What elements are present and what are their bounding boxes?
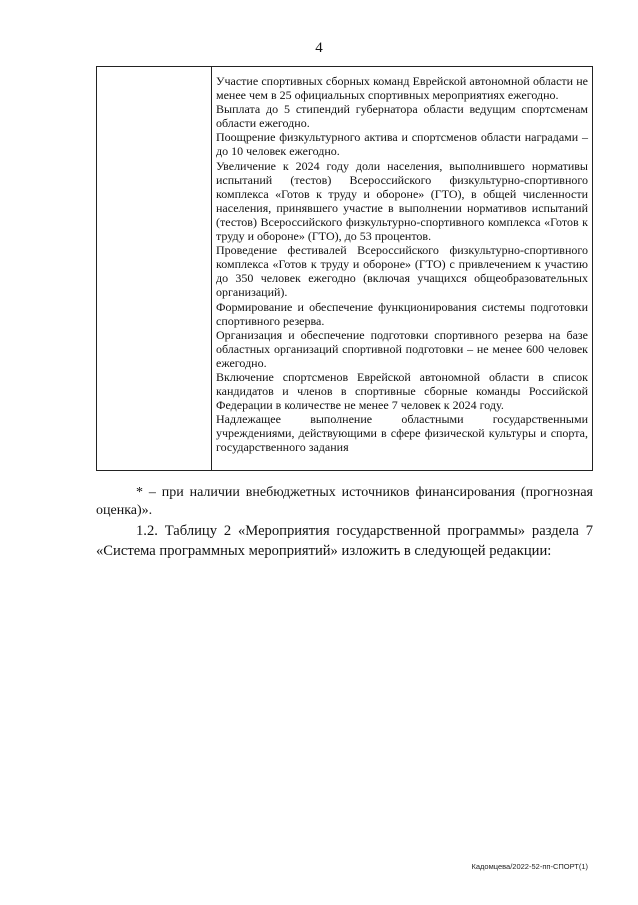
table-item: Проведение фестивалей Всероссийского физкультурно-спортивного комплекса «Готов к труду и обороне» (ГТО) с привлечением к участию до 350 человек ежегодно (включая учащихся общеобразовательных организаций). [216,243,588,300]
document-footer-id: Кадомцева/2022-52-пп-СПОРТ(1) [471,862,588,871]
table-item: Формирование и обеспечение функционирования системы подготовки спортивного резерва. [216,299,588,328]
paragraph-1-2: 1.2. Таблицу 2 «Мероприятия государственной программы» раздела 7 «Система программных мероприятий» изложить в следующей редакции: [96,523,593,559]
table-item: Организация и обеспечение подготовки спортивного резерва на базе областных организаций спортивной подготовки – не менее 600 человек ежегодно. [216,327,588,370]
table-item: Увеличение к 2024 году доли населения, выполнившего нормативы испытаний (тестов) Всероссийского физкультурно-спортивного комплекса «Готов к труду и обороне» (ГТО), в общей численности населения, принявшего участие в выполнении нормативов испытаний (тестов) Всероссийского физкультурно-спортивного комплекса «Готов к труду и обороне» (ГТО), до 53 процентов. [216,158,588,244]
table-item: Участие спортивных сборных команд Еврейской автономной области не менее чем в 25 официальных спортивных мероприятиях ежегодно. [216,74,588,103]
targets-table [96,66,593,471]
table-item: Включение спортсменов Еврейской автономной области в список кандидатов и членов в спортивные сборные команды Российской Федерации в количестве не менее 7 человек к 2024 году. [216,369,588,413]
page-number: 4 [315,40,323,56]
footnote [96,484,593,520]
table-item: Выплата до 5 стипендий губернатора области ведущим спортсменам области ежегодно. [216,102,588,131]
table-left-cell [97,67,212,470]
table-right-cell [212,67,592,470]
footnote-text: * – при наличии внебюджетных источников финансирования (прогнозная оценка)». [96,485,593,518]
table-item: Поощрение физкультурного актива и спортсменов области наградами – до 10 человек ежегодно. [216,130,588,159]
table-item: Надлежащее выполнение областными государственными учреждениями, действующими в сфере физической культуры и спорта, государственного задания [216,412,588,455]
